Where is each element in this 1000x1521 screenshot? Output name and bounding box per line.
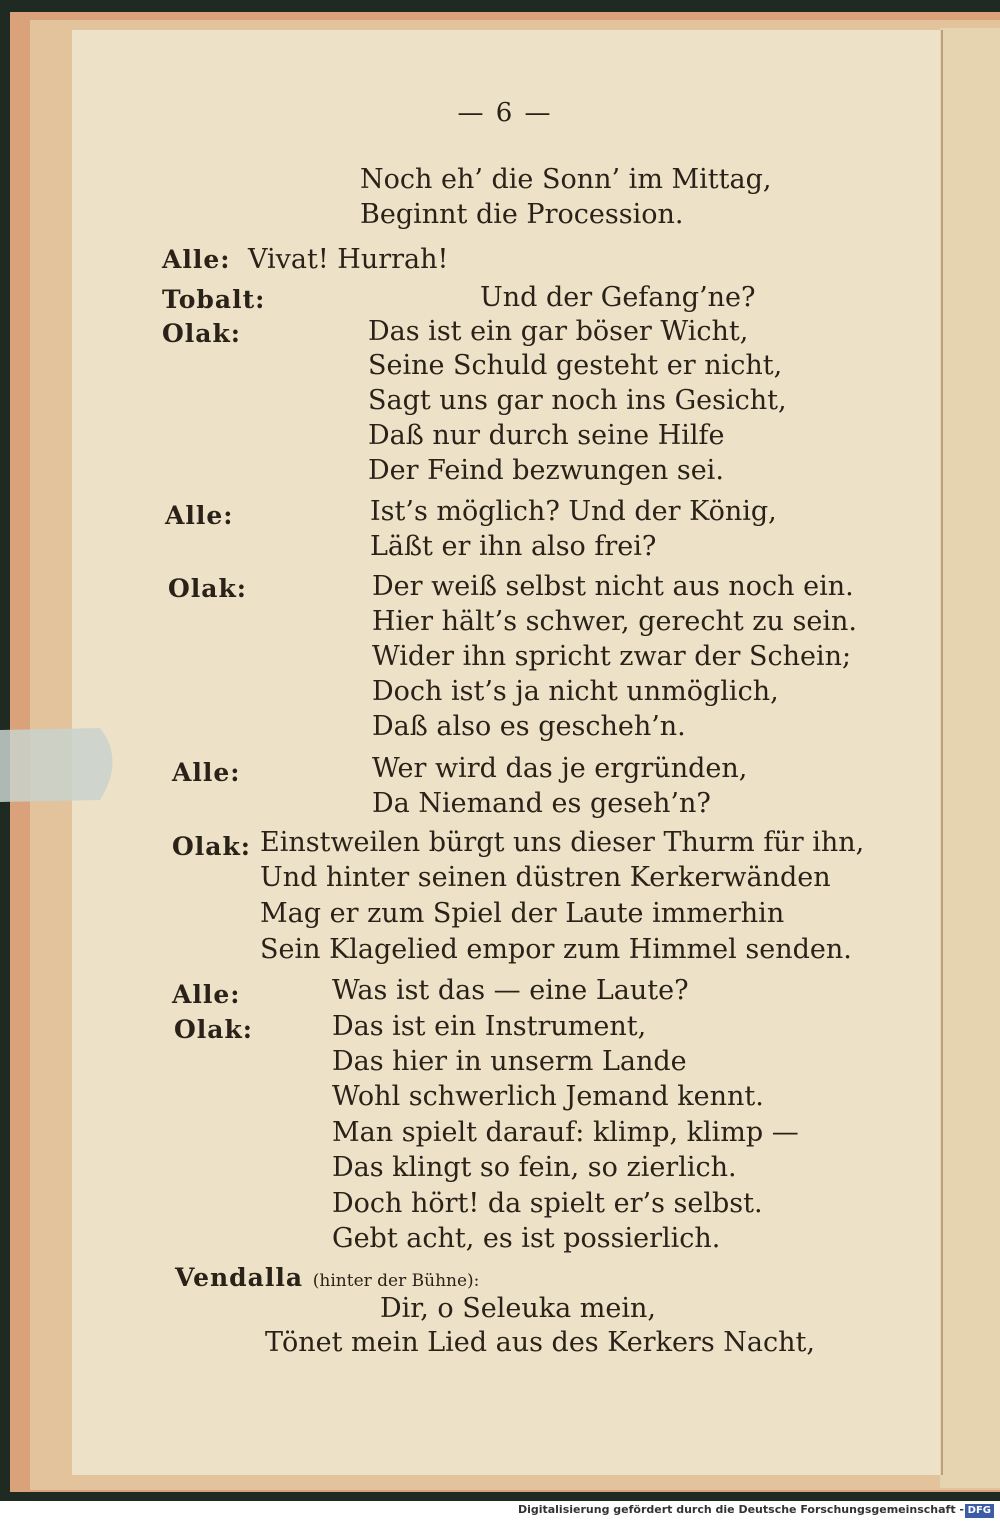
speaker-name: Alle: [172, 758, 241, 787]
script-line: Daß also es gescheh’n. [372, 711, 686, 742]
script-line: Ist’s möglich? Und der König, [370, 496, 777, 527]
speaker-name: Alle: [162, 245, 231, 274]
script-line: Daß nur durch seine Hilfe [368, 420, 725, 451]
funding-note: Digitalisierung gefördert durch die Deutsche Forschungsgemeinschaft - [517, 1503, 964, 1516]
script-line: Dir, o Seleuka mein, [380, 1293, 656, 1324]
script-line: Mag er zum Spiel der Laute immerhin [260, 898, 785, 929]
script-line: Das hier in unserm Lande [332, 1046, 687, 1077]
speaker-name: Alle: [165, 501, 234, 530]
script-line: Beginnt die Procession. [360, 199, 684, 230]
script-line: Und der Gefang’ne? [480, 282, 756, 313]
script-line: Das ist ein gar böser Wicht, [368, 316, 749, 347]
speaker-name: Alle: [172, 980, 241, 1009]
speaker-name: Tobalt: [162, 285, 266, 314]
script-line: Wohl schwerlich Jemand kennt. [332, 1081, 764, 1112]
script-line: Vivat! Hurrah! [248, 244, 449, 275]
script-line: Man spielt darauf: klimp, klimp — [332, 1117, 799, 1148]
script-line: Gebt acht, es ist possierlich. [332, 1223, 721, 1254]
script-line: Wer wird das je ergründen, [372, 753, 748, 784]
funding-footer [0, 1501, 1000, 1521]
script-line: Das klingt so fein, so zierlich. [332, 1152, 737, 1183]
script-line: Das ist ein Instrument, [332, 1011, 647, 1042]
speaker-name: Olak: [168, 574, 248, 603]
script-line: Doch ist’s ja nicht unmöglich, [372, 676, 779, 707]
script-line: Noch eh’ die Sonn’ im Mittag, [360, 164, 772, 195]
script-line: Seine Schuld gesteht er nicht, [368, 350, 783, 381]
script-line: Der Feind bezwungen sei. [368, 455, 724, 486]
speaker-name: Olak: [174, 1015, 254, 1044]
script-line: Und hinter seinen düstren Kerkerwänden [260, 862, 831, 893]
script-line: Sagt uns gar noch ins Gesicht, [368, 385, 787, 416]
dfg-logo: DFG [965, 1504, 994, 1518]
script-line: Der weiß selbst nicht aus noch ein. [372, 571, 854, 602]
speaker-name: Olak: [172, 832, 252, 861]
script-line: Wider ihn spricht zwar der Schein; [372, 641, 852, 672]
script-line: Läßt er ihn also frei? [370, 531, 657, 562]
script-line: Einstweilen bürgt uns dieser Thurm für ihn, [260, 827, 865, 858]
script-line: Sein Klagelied empor zum Himmel senden. [260, 934, 852, 965]
script-line: Was ist das — eine Laute? [332, 975, 689, 1006]
script-line: Doch hört! da spielt er’s selbst. [332, 1188, 763, 1219]
speaker-name: Olak: [162, 319, 242, 348]
script-line: Tönet mein Lied aus des Kerkers Nacht, [265, 1327, 815, 1358]
speaker-name: Vendalla [175, 1263, 304, 1292]
script-line: Da Niemand es geseh’n? [372, 788, 711, 819]
script-line: Hier hält’s schwer, gerecht zu sein. [372, 606, 857, 637]
stage-direction: (hinter der Bühne): [312, 1271, 480, 1291]
page-number: — 6 — [457, 98, 553, 128]
